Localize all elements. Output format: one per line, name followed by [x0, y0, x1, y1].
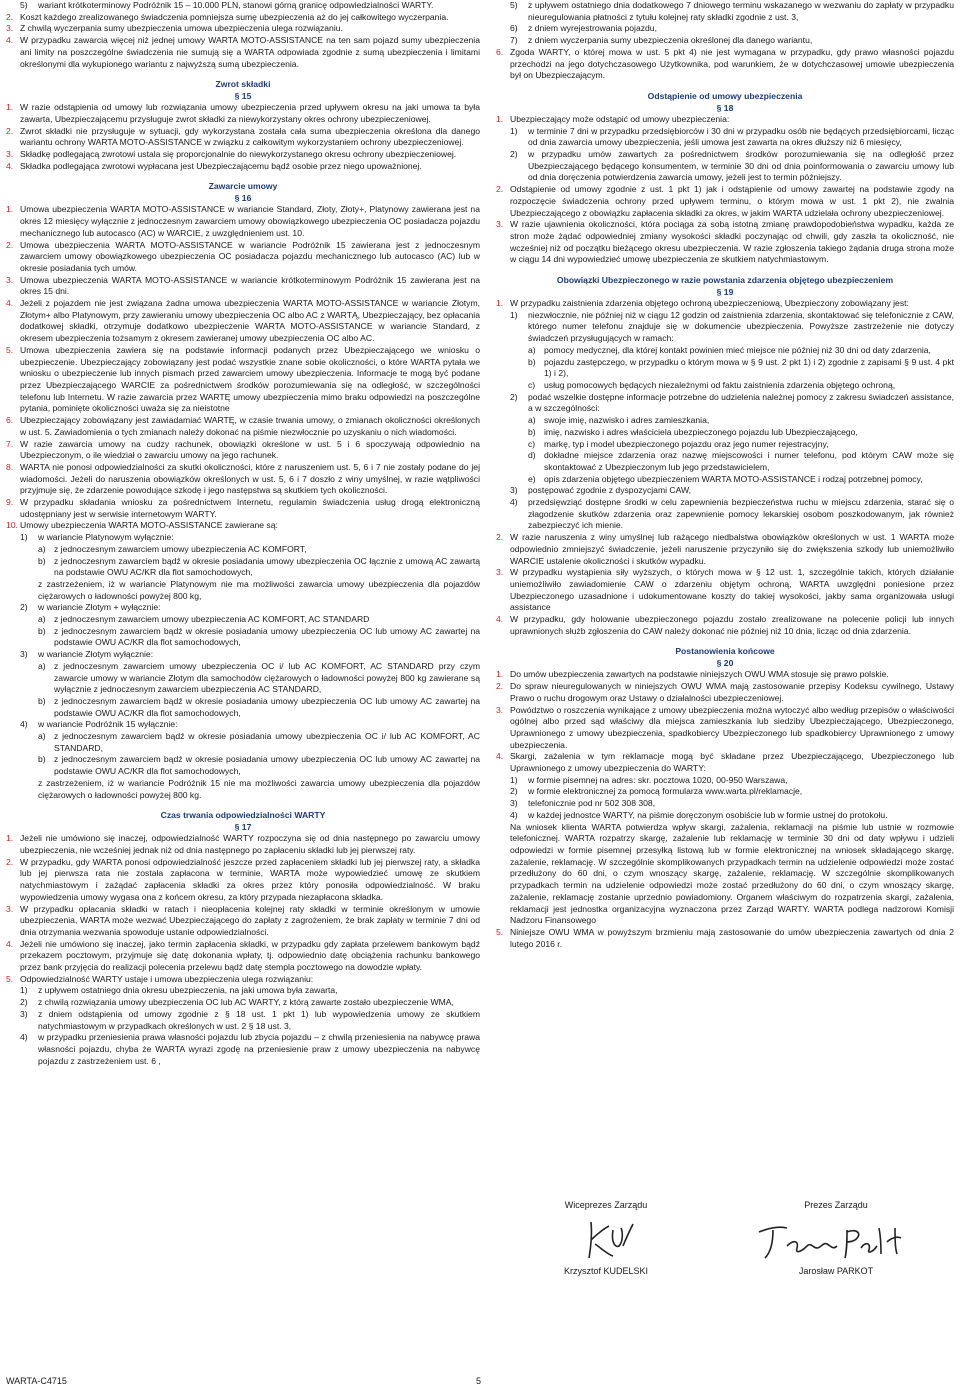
section-number-15: § 15	[234, 91, 252, 102]
list-item	[6, 0, 480, 12]
item-text: W przypadku, gdy WARTA ponosi odpowiedzialność jeszcze przed zapłaceniem składki lub jej pierwszej raty, a składka lub jej pierwsza rata nie została zapłacona w terminie, WARTA może wypowiedzieć umowę ze skutkiem natychmiastowym i zażądać zapłacenia składki za okres przez który ponosiła odpowiedzialność. W braku wypowiedzenia umowy wygasa ona z końcem okresu, za który przypada niezapłacona składka.	[20, 856, 480, 902]
list-item	[496, 219, 954, 266]
list-item	[6, 696, 480, 719]
list-item	[6, 204, 480, 239]
list-item	[6, 126, 480, 149]
item-text: z upływem ostatniego dnia dodatkowego 7 dniowego terminu wskazanego w wezwaniu do zapłaty w przypadku nieuregulowania płatności z tytułu kolejnej raty składki zgodnie z ust. 3,	[528, 0, 954, 22]
item-text: W przypadku zawarcia więcej niż jednej umowy WARTA MOTO-ASSISTANCE na ten sam pojazd sumy ubezpieczenia ani limity na poszczególne świadczenia nie sumują się a WARTA odpowiada zgodnie z sumą ubezpieczenia i limitami określonymi dla wykupionego wariantu z najwyższą sumą ubezpieczenia.	[20, 35, 480, 69]
list-item	[496, 567, 954, 614]
item-text: swoje imię, nazwisko i adres zamieszkania,	[544, 415, 710, 426]
item-number: 6)	[510, 23, 518, 34]
item-number: 6.	[6, 415, 14, 426]
item-number: 3.	[6, 23, 14, 34]
list-item	[6, 497, 480, 520]
item-number: 2.	[496, 532, 504, 543]
item-number: 2)	[510, 786, 518, 797]
list-item	[6, 12, 480, 24]
list-item	[6, 240, 480, 275]
left-column	[6, 0, 480, 1067]
list-item	[496, 427, 954, 439]
item-text: dokładne miejsce zdarzenia oraz nazwę miejscowości i numer telefonu, pod którym CAW może się skontaktować z Ubezpieczonym lub jego przedstawicielem,	[544, 450, 954, 472]
handwritten-signature-icon	[751, 1218, 921, 1264]
list-item	[496, 497, 954, 532]
list-item	[496, 439, 954, 451]
item-number: 10.	[6, 520, 18, 531]
item-number: 4)	[510, 809, 518, 820]
list-item	[6, 520, 480, 532]
item-number: d)	[528, 450, 536, 461]
list-item	[496, 450, 954, 473]
item-text: z jednoczesnym zawarciem bądź w okresie posiadania umowy ubezpieczenia OC łącznie z umową AC zawartą na podstawie OWU AC/KR dla flot samochodowych,	[54, 555, 480, 578]
item-text: W przypadku zaistnienia zdarzenia objętego ochroną ubezpieczeniową, Ubezpieczony zobowiązany jest:	[510, 298, 909, 309]
item-number: 2)	[510, 391, 518, 402]
item-text: z jednoczesnym zawarciem bądź w okresie posiadania umowy ubezpieczenia OC lub umowy AC zawartej na podstawie OWU AC/KR dla flot samochodowych,	[54, 754, 480, 777]
page-number: 5	[476, 1376, 482, 1386]
item-text: z jednoczesnym zawarciem bądź w okresie posiadania umowy ubezpieczenia OC i/ lub AC KOMFORT, AC STANDARD,	[54, 731, 480, 753]
item-text: w wariancie Złotym wyłącznie:	[38, 649, 154, 660]
section-20-list	[496, 669, 954, 950]
item-text: z jednoczesnym zawarciem bądź w okresie posiadania umowy ubezpieczenia OC lub umowy AC zawartej na podstawie OWU AC/KR dla flot samochodowych,	[54, 625, 480, 648]
item-number: b)	[38, 625, 46, 636]
item-number: 1.	[6, 833, 14, 844]
signature-title: Prezes Zarządu	[804, 1200, 868, 1210]
item-text: opis zdarzenia objętego ubezpieczeniem WARTA MOTO-ASSISTANCE i rodzaj potrzebnej pomocy,	[544, 473, 923, 484]
item-number: 1)	[510, 309, 518, 320]
intro-list	[6, 0, 480, 70]
item-number: 1)	[510, 774, 518, 785]
section-number-19: § 19	[716, 287, 734, 298]
item-number: 4.	[496, 614, 504, 625]
item-text: z chwilą rozwiązania umowy ubezpieczenia OC lub AC WARTY, z którą zawarte zostało ubezpieczenie WMA,	[38, 997, 454, 1008]
list-item	[6, 857, 480, 904]
item-text: w każdej jednostce WARTY, na piśmie doręczonym osobiście lub w formie ustnej do protokołu.	[528, 809, 888, 820]
list-item	[6, 462, 480, 497]
item-number: b)	[528, 426, 536, 437]
item-text: pomocy medycznej, dla której kontakt powinien mieć miejsce nie później niż 30 dni od daty zdarzenia,	[544, 344, 931, 355]
list-item	[6, 626, 480, 649]
list-item	[496, 345, 954, 357]
item-number: 1)	[20, 532, 28, 543]
list-item	[496, 114, 954, 126]
list-item	[496, 532, 954, 567]
item-text: w terminie 7 dni w przypadku przedsiębiorców i 30 dni w przypadku osób nie będących przedsiębiorcami, licząc od dnia zawarcia umowy ubezpieczenia, jeśli umowa jest zawarta na okres dłuższy niż 6 miesięcy,	[528, 125, 954, 148]
item-text: WARTA nie ponosi odpowiedzialności za skutki okoliczności, które z naruszeniem ust. 5, 6 i 7 nie zostały podane do jej wiadomości. Jeżeli do naruszenia obowiązków określonych w ust. 5, 6 i 7 doszło z winy umyślnej, w razie wątpliwości przyjmuje się, że zdarzenie powodujące szkodę i jego następstwa są skutkiem tych okoliczności.	[20, 461, 480, 496]
list-item	[496, 751, 954, 774]
item-text: imię, nazwisko i adres właściciela ubezpieczonego pojazdu lub Ubezpieczającego,	[544, 426, 858, 437]
item-number: 4.	[6, 298, 14, 309]
list-item	[6, 579, 480, 602]
list-item	[496, 775, 954, 787]
item-text: W razie ujawnienia okoliczności, która pociąga za sobą istotną zmianę prawdopodobieństwa wypadku, każda ze stron może żądać odpowiedniej zmiany wysokości składki poczynając od chwili, gdy zaszła ta okoliczność, nie wcześniej niż od początku bieżącego okresu ubezpieczenia. W razie zgłoszenia takiego żądania druga strona może w ciągu 14 dni wypowiedzieć umowę ubezpieczenia ze skutkiem natychmiastowym.	[510, 219, 954, 265]
section-16-list	[6, 204, 480, 801]
item-text: Jeżeli z pojazdem nie jest związana żadna umowa ubezpieczenia WARTA MOTO-ASSISTANCE w wariancie Złotym, Złotym+ albo Platynowym, przy zawieraniu umowy ubezpieczenia OC albo AC z WARTĄ, Ubezpieczający, bez opłacania dodatkowej składki, otrzymuje dodatkowo ubezpieczenie WARTA MOTO-ASSISTANCE w wariancie Standard, z okresem ubezpieczenia tożsamym z okresem zawieranej umowy ubezpieczenia OC albo AC.	[20, 298, 480, 344]
item-number: 2.	[496, 681, 504, 692]
item-text: W razie zawarcia umowy na cudzy rachunek, obowiązki określone w ust. 5 i 6 spoczywają odpowiednio na Ubezpieczonym, o ile wiedział o zawarciu umowy na jego rachunek.	[20, 438, 480, 461]
list-item	[6, 939, 480, 974]
item-number: a)	[38, 543, 46, 554]
item-text: w przypadku umów zawartych za pośrednictwem środków porozumiewania się na odległość przez Ubezpieczającego będącego konsumentem, w terminie 30 dni od dnia poinformowania o zawarciu umowy lub od dnia doręczenia potwierdzenia zawarcia umowy, jeżeli jest to termin późniejszy.	[528, 149, 954, 183]
item-number: 2)	[20, 602, 28, 613]
list-item	[496, 35, 954, 47]
item-number: a)	[528, 344, 536, 355]
item-number: 3)	[20, 1008, 28, 1019]
item-number: 4.	[6, 160, 14, 171]
list-item	[496, 669, 954, 681]
section-title-obowiazki: Obowiązki Ubezpieczonego w razie powstania zdarzenia objętego ubezpieczeniem	[556, 275, 894, 286]
list-item	[496, 357, 954, 380]
item-number: 5.	[496, 926, 504, 937]
list-item	[496, 0, 954, 23]
list-item	[6, 556, 480, 579]
item-text: Jeżeli nie umówiono się inaczej, odpowiedzialność WARTY rozpoczyna się od dnia następnego po zawarciu umowy ubezpieczenia, nie wcześniej jednak niż od dnia następnego po zapłaceniu składki lub jej pierwszej raty.	[20, 833, 480, 855]
item-text: przedsięwziąć dostępne środki w celu zapewnienia bezpieczeństwa ruchu w miejscu zdarzenia, starać się o złagodzenie skutków zdarzenia oraz zapewnienie pomocy lekarskiej osobom poszkodowanym, jak również zabezpieczyć ich mienie.	[528, 497, 954, 531]
item-text: Ubezpieczający może odstąpić od umowy ubezpieczenia:	[510, 113, 730, 124]
item-text: Umowa ubezpieczenia WARTA MOTO-ASSISTANCE w wariancie krótkoterminowym Podróżnik 15 zawierana jest na okres 15 dni.	[20, 274, 480, 297]
item-number: 1)	[20, 985, 28, 996]
list-item	[6, 985, 480, 997]
list-item	[6, 298, 480, 345]
item-text: Ubezpieczający zobowiązany jest zawiadamiać WARTĘ, w czasie trwania umowy, o zmianach okoliczności określonych w ust. 5. Zawiadomienia o tych zmianach należy dokonać na piśmie niezwłocznie po uzyskaniu o nich wiadomości.	[20, 415, 480, 437]
section-17-list	[6, 833, 480, 1067]
item-text: pojazdu zastępczego, w przypadku o którym mowa w § 9 ust. 2 pkt 1) i 2) zgodnie z zapisami § 9 ust. 4 pkt 1) i 2),	[544, 356, 954, 379]
list-item	[6, 532, 480, 544]
item-number: 2.	[6, 125, 14, 136]
item-text: w wariancie Platynowym wyłącznie:	[38, 532, 174, 543]
signature-block-vice-president	[506, 1200, 706, 1276]
section-title-zwrot-skladki: Zwrot składki	[215, 79, 271, 90]
item-number: 3.	[6, 149, 14, 160]
list-item	[6, 661, 480, 696]
list-item	[6, 731, 480, 754]
item-number: e)	[528, 473, 536, 484]
list-item	[496, 810, 954, 822]
list-item	[496, 184, 954, 219]
list-item	[6, 649, 480, 661]
list-item	[6, 1032, 480, 1067]
item-number: 3.	[496, 567, 504, 578]
right-column	[496, 0, 954, 950]
item-number: 2.	[6, 11, 14, 22]
item-text: z zastrzeżeniem, iż w wariancie Platynowym nie ma możliwości zawarcia umowy ubezpieczenia dla pojazdów ciężarowych o ładowności powyżej 800 kg,	[38, 578, 480, 601]
list-item	[496, 822, 954, 927]
right-intro-list	[496, 0, 954, 82]
item-text: wariant krótkoterminowy Podróżnik 15 – 10.000 PLN, stanowi górną granicę odpowiedzialności WARTY.	[38, 0, 434, 10]
item-text: z jednoczesnym zawarciem bądź w okresie posiadania umowy ubezpieczenia OC lub umowy AC zawartej na podstawie OWU AC/KR dla flot samochodowych,	[54, 695, 480, 718]
item-number: a)	[38, 660, 46, 671]
item-text: Składkę podlegającą zwrotowi ustala się proporcjonalnie do niewykorzystanego okresu ochrony ubezpieczeniowej.	[20, 149, 457, 160]
item-text: Do spraw nieuregulowanych w niniejszych OWU WMA mają zastosowanie przepisy Kodeksu cywilnego, Ustawy Prawo o ruchu drogowym oraz Ustawy o działalności ubezpieczeniowej.	[510, 681, 954, 703]
item-number: 5.	[6, 344, 14, 355]
section-number-18: § 18	[716, 102, 734, 113]
list-item	[6, 149, 480, 161]
item-text: Z chwilą wyczerpania sumy ubezpieczenia umowa ubezpieczenia ulega rozwiązaniu.	[20, 23, 343, 34]
item-text: Do umów ubezpieczenia zawartych na podstawie niniejszych OWU WMA stosuje się prawo polskie.	[510, 669, 889, 680]
list-item	[6, 833, 480, 856]
item-number: 2)	[510, 149, 518, 160]
item-number: 1.	[496, 298, 504, 309]
item-text: Zgoda WARTY, o której mowa w ust. 5 pkt 4) nie jest wymagana w przypadku, gdy prawo własności pojazdu przechodzi na jego dotychczasowego Użytkownika, pod warunkiem, że w dotychczasowej umowie ubezpieczenia był on Ubezpieczającym.	[510, 46, 954, 81]
item-text: W przypadku, gdy holowanie ubezpieczonego pojazdu zostało zrealizowane na polecenie policji lub innych uprawnionych służb zgłoszenia do CAW należy dokonać nie później niż 10 dnia, licząc od dnia zdarzenia.	[510, 614, 954, 636]
item-number: 9.	[6, 497, 14, 508]
item-text: W przypadku opłacania składki w ratach i nieopłacenia kolejnej raty składki w terminie określonym w umowie ubezpieczenia, WARTA może wezwać Ubezpieczającego do zapłaty z zagrożeniem, że brak zapłaty w terminie 7 dni od dnia otrzymania wezwania spowoduje ustanie odpowiedzialności.	[20, 903, 480, 937]
item-text: z dniem wyrejestrowania pojazdu,	[528, 23, 657, 34]
item-number: b)	[38, 754, 46, 765]
list-item	[496, 380, 954, 392]
item-text: W razie odstąpienia od umowy lub rozwiązania umowy ubezpieczenia przed upływem okresu na jaki umowa ta była zawarta, Ubezpieczającemu przysługuje zwrot składki za niewykorzystany okres ochrony ubezpieczeniowej.	[20, 102, 480, 124]
list-item	[496, 485, 954, 497]
section-title-odstapienie: Odstąpienie od umowy ubezpieczenia	[647, 90, 803, 101]
list-item	[6, 778, 480, 801]
item-number: c)	[528, 379, 536, 390]
item-number: 4)	[20, 1032, 28, 1043]
list-item	[6, 415, 480, 438]
item-number: 3.	[6, 274, 14, 285]
list-item	[6, 614, 480, 626]
item-text: podać wszelkie dostępne informacje potrzebne do udzielenia należnej pomocy z zakresu świadczeń assistance, a w szczególności:	[528, 391, 954, 414]
item-number: b)	[38, 555, 46, 566]
item-number: 1.	[6, 204, 14, 215]
item-number: 3)	[510, 485, 518, 496]
signature-title: Wiceprezes Zarządu	[564, 1200, 648, 1210]
item-number: 4.	[6, 938, 14, 949]
item-text: z upływem ostatniego dnia okresu ubezpieczenia, na jaki umowa była zawarta,	[38, 985, 338, 996]
item-number: a)	[38, 731, 46, 742]
list-item	[6, 23, 480, 35]
item-number: 2)	[20, 997, 28, 1008]
item-text: usług pomocowych będących niezależnymi od faktu zaistnienia zdarzenia objętego ochroną,	[544, 379, 896, 390]
item-text: w wariancie Złotym + wyłącznie:	[38, 602, 161, 613]
list-item	[496, 149, 954, 184]
item-text: Zwrot składki nie przysługuje w sytuacji, gdy wykorzystana została cała suma ubezpieczenia określona dla danego wariantu ochrony WARTA MOTO-ASSISTANCE w związku z całkowitym wykorzystaniem ochrony ubezpieczeniowej.	[20, 125, 480, 148]
item-number: 5)	[510, 0, 518, 10]
section-19-list	[496, 298, 954, 637]
section-title-postanowienia: Postanowienia końcowe	[675, 646, 775, 657]
list-item	[496, 415, 954, 427]
item-number: 4.	[496, 751, 504, 762]
item-text: W razie naruszenia z winy umyślnej lub rażącego niedbalstwa obowiązków określonych w ust. 1 WARTA może odpowiednio zmniejszyć świadczenie, jeżeli naruszenie przyczyniło się do zwiększenia szkody lub uniemożliwiło WARCIE ustalenie okoliczności i skutków wypadku.	[510, 532, 954, 566]
list-item	[496, 23, 954, 35]
list-item	[496, 298, 954, 310]
item-number: 3)	[20, 649, 28, 660]
item-number: b)	[528, 356, 536, 367]
item-text: z jednoczesnym zawarciem umowy ubezpieczenia AC KOMFORT,	[54, 543, 307, 554]
list-item	[6, 35, 480, 70]
item-text: Jeżeli nie umówiono się inaczej, jako termin zapłacenia składki, w przypadku gdy zapłata przelewem bankowym bądź przekazem pocztowym, przyjmuje się datę dokonania wpłaty, tj. odpowiednio datę obciążenia rachunku bankowego przez bank przyjęcia do realizacji polecenia przelewu bądź datę stempla pocztowego na dowodzie wpłaty.	[20, 938, 480, 973]
item-text: telefonicznie pod nr 502 308 308,	[528, 798, 656, 809]
item-text: Na wniosek klienta WARTA potwierdza wpływ skargi, zażalenia, reklamacji na piśmie lub ustnie w rozmowie telefonicznej. WARTA rozpatrzy skargę, zażalenie lub reklamację w terminie 30 dni od daty wpływu i udzieli odpowiedzi w formie pisemnej przesyłką listową lub w formie elektronicznej na wniosek składającego skargę, zażalenie, reklamację. W szczególnie skomplikowanych przypadkach termin na udzielenie odpowiedzi może zostać przedłużony do 60 dni, o czym wnoszący skargę, zażalenie, reklamację. W szczególnie skomplikowanych przypadkach termin na udzielenie odpowiedzi może zostać przedłużony do 60 dni, o czym wnoszący skargę, zażalenie, reklamację zostanie uprzednio powiadomiony. Organem właściwym do rozpatrzenia skargi, zażalenia, reklamacji jest jednostka organizacyjna wyznaczona przez Zarząd WARTY. WARTA podlega nadzorowi Komisji Nadzoru Finansowego	[510, 821, 954, 926]
item-text: z jednoczesnym zawarciem umowy ubezpieczenia AC KOMFORT, AC STANDARD	[54, 614, 370, 625]
item-text: Powództwo o roszczenia wynikające z umowy ubezpieczenia można wytoczyć albo według przepisów o właściwości ogólnej albo przed sąd właściwy dla miejsca zamieszkania lub siedziby Ubezpieczającego, Ubezpieczonego, Uprawnionego z umowy ubezpieczenia, spadkobiercy Ubezpieczonego lub spadkobiercy Uprawnionego z umowy ubezpieczenia.	[510, 704, 954, 750]
item-number: a)	[38, 614, 46, 625]
list-item	[6, 904, 480, 939]
item-text: z jednoczesnym zawarciem umowy ubezpieczenia OC i/ lub AC KOMFORT, AC STANDARD przy czym zawarcie umowy w wariancie Złotym dla samochodów ciężarowych o ładowności powyżej 800 kg zawierane są wyłącznie z jednoczesnym zawarciem ubezpieczenia AC STANDARD,	[54, 660, 480, 695]
item-text: w wariancie Podróżnik 15 wyłącznie:	[38, 719, 178, 730]
list-item	[6, 754, 480, 777]
list-item	[6, 719, 480, 731]
item-text: postępować zgodnie z dyspozycjami CAW,	[528, 485, 692, 496]
signature-block-president	[736, 1200, 936, 1276]
item-number: 4)	[510, 497, 518, 508]
item-text: Niniejsze OWU WMA w powyższym brzmieniu mają zastosowanie do umów ubezpieczenia zawartych od dnia 2 lutego 2016 r.	[510, 926, 954, 949]
item-text: niezwłocznie, nie później niż w ciągu 12 godzin od zaistnienia zdarzenia, skontaktować się telefonicznie z CAW, którego numer telefonu znajduje się w dokumencie ubezpieczenia. Powyższe zastrzeżenie nie dotyczy świadczeń przysługujących w ramach:	[528, 309, 954, 344]
item-number: 5)	[20, 0, 28, 10]
item-text: Odstąpienie od umowy zgodnie z ust. 1 pkt 1) jak i odstąpienie od umowy zawartej na podstawie zgody na rozpoczęcie świadczenia ochrony przed upływem terminu, o którym mowa w ust. 1 pkt 2), nie zwalnia Ubezpieczającego z obowiązku zapłacenia składki za okres, w jakim WARTA udzielała ochrony ubezpieczeniowej.	[510, 184, 954, 218]
list-item	[6, 602, 480, 614]
item-number: 2.	[496, 184, 504, 195]
list-item	[6, 275, 480, 298]
item-text: Odpowiedzialność WARTY ustaje i umowa ubezpieczenia ulega rozwiązaniu:	[20, 973, 314, 984]
item-text: Umowa ubezpieczenia WARTA MOTO-ASSISTANCE w wariancie Standard, Złoty, Złoty+, Platynowy zawierana jest na okres 12 miesięcy wyłącznie z jednoczesnym zawarciem umowy obowiązkowego ubezpieczenia OC posiadacza pojazdu mechanicznego lub autocasco (AC) w WARCIE, z uwzględnieniem ust. 10.	[20, 204, 480, 238]
list-item	[496, 392, 954, 415]
list-item	[496, 126, 954, 149]
item-number: 1.	[496, 113, 504, 124]
list-item	[496, 927, 954, 950]
item-number: 5.	[6, 973, 14, 984]
signatures	[496, 1200, 954, 1280]
section-15-list	[6, 102, 480, 172]
item-text: Skargi, zażalenia w tym reklamacje mogą być składane przez Ubezpieczającego, Ubezpieczonego lub Uprawnionego z umowy ubezpieczenia do WARTY:	[510, 751, 954, 774]
signature-name: Jarosław PARKOT	[798, 1266, 874, 1276]
list-item	[6, 345, 480, 415]
item-number: 6.	[496, 46, 504, 57]
item-number: b)	[38, 695, 46, 706]
signature-name: Krzysztof KUDELSKI	[563, 1266, 649, 1276]
section-18-list	[496, 114, 954, 266]
list-item	[496, 681, 954, 704]
list-item	[6, 997, 480, 1009]
section-number-20: § 20	[716, 658, 734, 669]
list-item	[6, 974, 480, 986]
item-number: 1.	[496, 669, 504, 680]
item-text: w przypadku przeniesienia prawa własności pojazdu lub zbycia pojazdu – z chwilą przeniesienia na nabywcę prawa własności pojazdu, chyba że WARTA wyrazi zgodę na przeniesienie praw z umowy ubezpieczenia na nabywcę pojazdu z zastrzeżeniem ust. 6 ,	[38, 1032, 480, 1066]
item-number: 4)	[20, 719, 28, 730]
list-item	[496, 705, 954, 752]
section-number-16: § 16	[234, 193, 252, 204]
item-number: 3.	[496, 704, 504, 715]
item-number: 3.	[496, 219, 504, 230]
item-number: 1.	[6, 102, 14, 113]
section-number-17: § 17	[234, 822, 252, 833]
document-id: WARTA-C4715	[6, 1376, 67, 1386]
section-title-czas-trwania: Czas trwania odpowiedzialności WARTY	[160, 810, 326, 821]
list-item	[496, 474, 954, 486]
item-text: w formie elektronicznej za pomocą formularza www.warta.pl/reklamacje,	[528, 786, 803, 797]
list-item	[6, 102, 480, 125]
list-item	[496, 310, 954, 345]
item-text: z dniem odstąpienia od umowy zgodnie z § 18 ust. 1 pkt 1) lub wypowiedzenia umowy ze skutkiem natychmiastowym w przypadkach określonych w ust. 2 § 18 ust. 3,	[38, 1008, 480, 1031]
item-text: z zastrzeżeniem, iż w wariancie Podróżnik 15 nie ma możliwości zawarcia umowy ubezpieczenia dla pojazdów ciężarowych o ładowności powyżej 800 kg.	[38, 777, 480, 800]
item-number: 7.	[6, 438, 14, 449]
list-item	[6, 161, 480, 173]
handwritten-signature-icon	[561, 1218, 651, 1264]
item-text: Umowa ubezpieczenia zawiera się na podstawie informacji podanych przez Ubezpieczającego we wniosku o ubezpieczenie. Ubezpieczający zobowiązany jest podać wszystkie znane sobie okoliczności, o które WARTA pytała we wniosku o ubezpieczenie lub innych pismach przed zawarciem umowy ubezpieczenia. Informacje te mogą być podane przez Ubezpieczającego WARCIE za pośrednictwem środków porozumiewania się na odległość, w szczególności telefonu lub Internetu. W razie zawarcia przez WARTĘ umowy ubezpieczenia mimo braku odpowiedzi na poszczególne pytania, pominięte okoliczności uważa się za nieistotne	[20, 344, 480, 414]
list-item	[496, 786, 954, 798]
list-item	[496, 798, 954, 810]
item-number: c)	[528, 438, 536, 449]
item-text: Umowa ubezpieczenia WARTA MOTO-ASSISTANCE w wariancie Podróżnik 15 zawierana jest z jednoczesnym zawarciem umowy obowiązkowego ubezpieczenia OC posiadacza pojazdu mechanicznego lub autocasco (AC) lub w okresie posiadania tych umów.	[20, 239, 480, 273]
item-text: w formie pisemnej na adres: skr. pocztowa 1020, 00-950 Warszawa,	[528, 774, 788, 785]
list-item	[496, 47, 954, 82]
item-number: 8.	[6, 461, 14, 472]
section-title-zawarcie-umowy: Zawarcie umowy	[208, 181, 278, 192]
item-text: Koszt każdego zrealizowanego świadczenia pomniejsza sumę ubezpieczenia aż do jej całkowitego wyczerpania.	[20, 11, 449, 22]
item-text: Umowy ubezpieczenia WARTA MOTO-ASSISTANCE zawierane są:	[20, 520, 278, 531]
item-number: 2.	[6, 856, 14, 867]
item-number: 1)	[510, 125, 518, 136]
item-number: 4.	[6, 35, 14, 46]
item-number: 3.	[6, 903, 14, 914]
list-item	[6, 1009, 480, 1032]
list-item	[6, 544, 480, 556]
item-number: a)	[528, 415, 536, 426]
item-text: W przypadku składania wniosku za pośrednictwem Internetu, regulamin świadczenia usług drogą elektroniczną udostępniany jest w serwisie internetowym WARTY.	[20, 497, 480, 519]
item-text: Składka podlegająca zwrotowi wypłacana jest Ubezpieczającemu bądź osobie przez niego upoważnionej.	[20, 160, 422, 171]
item-number: 7)	[510, 35, 518, 46]
item-number: 3)	[510, 798, 518, 809]
list-item	[496, 614, 954, 637]
item-number: 2.	[6, 239, 14, 250]
item-text: z dniem wyczerpania sumy ubezpieczenia określonej dla danego wariantu,	[528, 35, 813, 46]
item-text: markę, typ i model ubezpieczonego pojazdu oraz jego numer rejestracyjny,	[544, 438, 829, 449]
item-text: W przypadku wystąpienia siły wyższych, o których mowa w § 12 ust. 1, szczególnie takich, których działanie uniemożliwiło zawiadomienie CAW o zdarzeniu objętym ochroną, WARTA uwzględni poniesione przez Ubezpieczonego uzasadnione i udokumentowane koszty do takiej wysokości, jakby sama organizowała usługi assistance	[510, 567, 954, 613]
list-item	[6, 439, 480, 462]
